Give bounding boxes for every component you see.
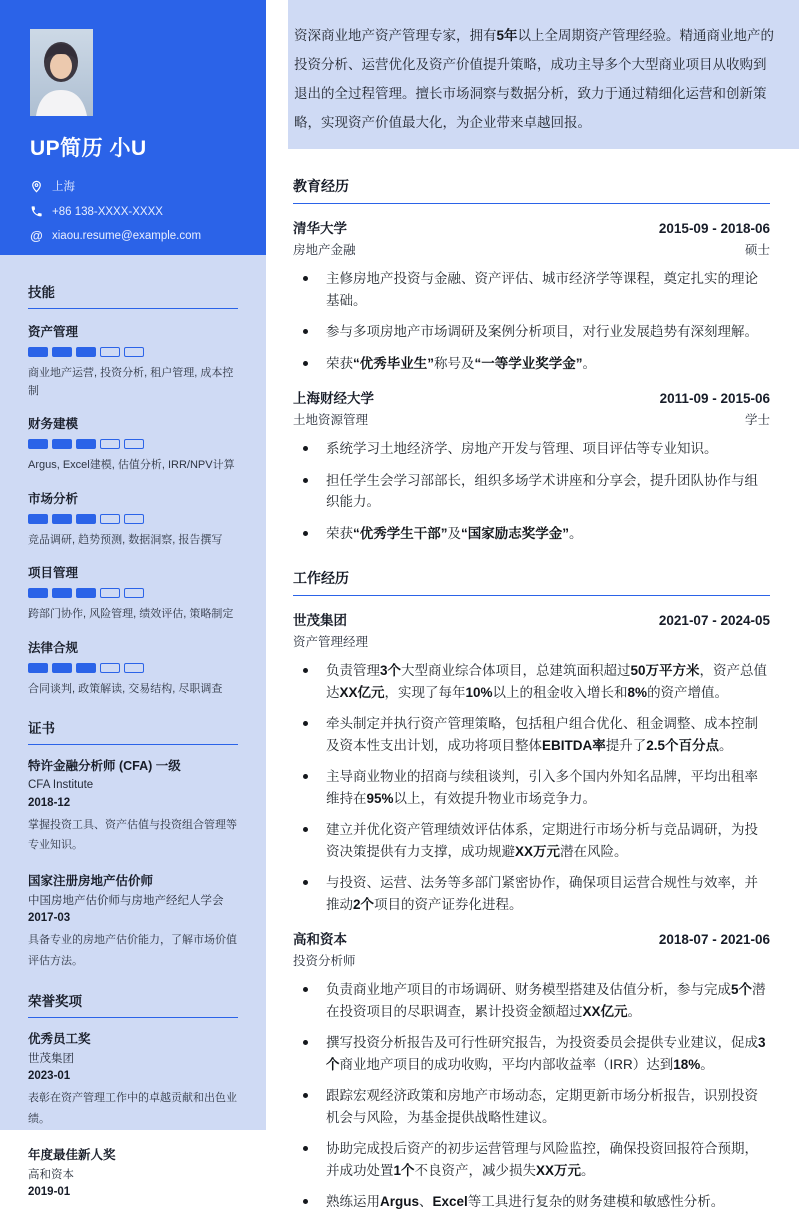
skill-level-bar [28, 439, 238, 449]
credential-title: 优秀员工奖 [28, 1032, 91, 1047]
sidebar-body [0, 255, 266, 1198]
text-segment: 95% [366, 790, 394, 806]
text-segment: 建立并优化资产管理绩效评估体系，定期进行市场分析与竞品调研，为投资决策提供有力支撑，成功规避 [326, 822, 758, 859]
main-content [293, 149, 770, 1213]
text-segment: 50万平方米 [630, 663, 700, 678]
skill-level-block [100, 588, 120, 598]
text-segment: XX万元 [536, 1162, 582, 1178]
text-segment: 5个 [731, 982, 753, 997]
skill-level-block [76, 663, 96, 673]
text-segment: 以上，有效提升物业市场竞争力。 [393, 790, 597, 806]
entry-sub-row [293, 948, 770, 969]
credential-description: 掌握投资工具、资产估值与投资组合管理等专业知识。 [28, 818, 237, 852]
skill-level-block [76, 439, 96, 449]
entry-period: 2011-09 - 2015-06 [659, 391, 770, 406]
text-segment: 。 [569, 525, 583, 541]
text-segment: “优秀毕业生” [353, 355, 434, 371]
contact-list [30, 178, 238, 242]
text-segment: 担任学生会学习部部长，组织多场学术讲座和分享会，提升团队协作与组织能力。 [326, 472, 758, 509]
skill-level-block [124, 514, 144, 524]
skill-description: 竞品调研, 趋势预测, 数据洞察, 报告撰写 [28, 533, 223, 546]
timeline-entry [293, 609, 770, 915]
work-entries [293, 609, 770, 1213]
text-segment: 3个 [326, 1035, 766, 1072]
text-segment: 参与多项房地产市场调研及案例分析项目，对行业发展趋势有深刻理解。 [326, 324, 758, 339]
bullet-list [293, 660, 770, 915]
credential-date: 2017-03 [28, 912, 71, 925]
entry-sub-row [293, 629, 770, 650]
text-segment: XX亿元 [582, 1003, 628, 1019]
timeline-entry [293, 217, 770, 374]
skill-description: 合同谈判, 政策解读, 交易结构, 尽职调查 [28, 682, 223, 695]
skill-item [28, 489, 238, 550]
entry-org-name: 高和资本 [293, 932, 347, 947]
text-segment: XX万元 [515, 843, 561, 859]
entry-period: 2015-09 - 2018-06 [658, 221, 770, 236]
bullet-item [293, 353, 770, 375]
skill-item [28, 638, 238, 699]
text-segment: 大型商业综合体项目，总建筑面积超过 [401, 663, 631, 678]
bullet-item [293, 321, 770, 343]
skill-level-block [76, 347, 96, 357]
text-segment: 10% [465, 684, 493, 700]
bullet-list [293, 979, 770, 1213]
education-entries [293, 217, 770, 544]
text-segment: “一等学业奖学金” [474, 355, 583, 371]
location-pin-icon [30, 180, 43, 193]
bullet-list [293, 438, 770, 544]
text-segment: 跟踪宏观经济政策和房地产市场动态，定期更新市场分析报告，识别投资机会与风险，为基金提供战略性建议。 [326, 1088, 758, 1125]
text-segment: ，实现了每年 [384, 684, 466, 700]
skill-level-block [52, 663, 72, 673]
entry-role: 投资分析师 [293, 954, 356, 968]
skill-level-block [100, 347, 120, 357]
text-segment: 负责商业地产项目的市场调研、财务模型搭建及估值分析，参与完成 [326, 982, 731, 997]
contact-row-email [30, 229, 238, 242]
summary-box [288, 0, 799, 149]
text-segment: 负责管理 [326, 663, 380, 678]
bullet-item [293, 268, 770, 311]
text-segment: ，资产总值达 [326, 663, 768, 700]
text-segment: EBITDA率 [542, 737, 606, 753]
text-segment: 与投资、运营、法务等多部门紧密协作，确保项目运营合规性与效率，并推动 [326, 875, 758, 912]
education-section [293, 176, 770, 544]
bullet-item [293, 1191, 770, 1213]
credential-item [28, 758, 238, 857]
text-segment: 的资产增值。 [647, 684, 729, 700]
text-segment: 商业地产项目的成功收购，平均内部收益率（IRR）达到 [339, 1056, 674, 1072]
contact-row-phone [30, 205, 238, 218]
entry-degree: 硕士 [744, 243, 770, 257]
credential-date: 2023-01 [28, 1070, 71, 1083]
text-segment: 以上全周期资产管理经验。精通商业地产的投资分析、运营优化及资产价值提升策略，成功主导多个大型商业项目从收购到退出的全过程管理。擅长市场洞察与数据分析，致力于通过精细化运营和创新策略，实现资产价值最大化，为企业带来卓越回报。 [294, 28, 775, 130]
skill-level-bar [28, 514, 238, 524]
skill-level-block [124, 588, 144, 598]
text-segment: 称号及 [434, 355, 475, 371]
skill-name: 市场分析 [28, 491, 79, 506]
skill-level-bar [28, 588, 238, 598]
skill-name: 项目管理 [28, 566, 79, 581]
entry-period: 2021-07 - 2024-05 [658, 613, 770, 628]
entry-role: 土地资源管理 [293, 413, 369, 427]
text-segment: 荣获 [326, 355, 353, 371]
contact-phone-text: +86 138-XXXX-XXXX [52, 205, 163, 218]
main-column [266, 0, 799, 1209]
skills-section-title: 技能 [28, 281, 238, 309]
skill-level-block [28, 347, 48, 357]
avatar [30, 29, 93, 116]
bullet-item [293, 523, 770, 545]
credential-title: 特许金融分析师 (CFA) 一级 [28, 758, 181, 773]
skill-level-block [28, 514, 48, 524]
bullet-list [293, 268, 770, 374]
avatar-photo-placeholder [30, 29, 93, 116]
work-section [293, 568, 770, 1213]
skill-item [28, 322, 238, 400]
entry-period: 2018-07 - 2021-06 [658, 932, 770, 947]
bullet-item [293, 1032, 770, 1075]
bullet-item [293, 979, 770, 1022]
text-segment: 资深商业地产资产管理专家，拥有 [294, 28, 497, 43]
text-segment: 系统学习土地经济学、房地产开发与管理、项目评估等专业知识。 [326, 441, 718, 456]
entry-header-row [293, 928, 770, 948]
skill-level-block [100, 663, 120, 673]
sidebar [0, 0, 266, 1198]
entry-org-name: 上海财经大学 [293, 391, 374, 406]
text-segment: 牵头制定并执行资产管理策略，包括租户组合优化、租金调整、成本控制及资本性支出计划，成功将项目整体 [326, 716, 758, 753]
text-segment: 。 [581, 1162, 595, 1178]
skill-level-block [28, 663, 48, 673]
text-segment: 3个 [380, 663, 402, 678]
text-segment: “国家励志奖学金” [461, 525, 569, 541]
skill-level-block [52, 347, 72, 357]
text-segment: “优秀学生干部” [353, 525, 448, 541]
text-segment: 5年 [496, 28, 518, 43]
text-segment: 熟练运用 [326, 1194, 380, 1209]
entry-role: 房地产金融 [293, 243, 356, 257]
certificates-section [28, 717, 238, 973]
timeline-entry [293, 928, 770, 1213]
bullet-item [293, 1138, 770, 1181]
at-icon: @ [30, 228, 43, 243]
skill-description: Argus, Excel建模, 估值分析, IRR/NPV计算 [28, 459, 235, 472]
contact-location-text: 上海 [52, 181, 75, 193]
sidebar-header [0, 0, 266, 255]
skill-level-bar [28, 663, 238, 673]
skill-level-block [52, 588, 72, 598]
entry-header-row [293, 217, 770, 237]
skill-level-block [100, 514, 120, 524]
bullet-item [293, 470, 770, 513]
entry-org-name: 世茂集团 [293, 613, 347, 628]
text-segment: XX亿元 [339, 684, 385, 700]
skill-level-block [124, 439, 144, 449]
skill-level-block [28, 439, 48, 449]
entry-sub-row [293, 407, 770, 428]
text-segment: 及 [447, 525, 461, 541]
text-segment: 主修房地产投资与金融、资产评估、城市经济学等课程，奠定扎实的理论基础。 [326, 271, 758, 308]
skill-item [28, 414, 238, 475]
skill-level-block [100, 439, 120, 449]
bullet-item [293, 1085, 770, 1128]
honors-list [28, 1031, 238, 1198]
text-segment: 。 [582, 355, 596, 371]
skill-level-bar [28, 347, 238, 357]
bullet-item [293, 713, 770, 756]
bullet-item [293, 660, 770, 703]
skill-level-block [76, 514, 96, 524]
credential-issuer: 高和资本 [28, 1168, 74, 1181]
text-segment: 2.5个百分点 [646, 737, 720, 753]
entry-org-name: 清华大学 [293, 221, 347, 236]
text-segment: 2个 [353, 896, 375, 912]
text-segment: Excel [432, 1194, 468, 1209]
text-segment: 1个 [393, 1162, 415, 1178]
text-segment: 潜在风险。 [560, 843, 628, 859]
credential-issuer: 世茂集团 [28, 1052, 74, 1065]
entry-header-row [293, 387, 770, 407]
credential-description: 具备专业的房地产估价能力，了解市场价值评估方法。 [28, 934, 237, 968]
entry-degree: 学士 [744, 413, 770, 427]
bullet-item [293, 872, 770, 915]
skill-level-block [28, 588, 48, 598]
certificates-list [28, 758, 238, 973]
text-segment: 、 [419, 1194, 433, 1209]
skill-name: 法律合规 [28, 640, 79, 655]
skill-level-block [124, 663, 144, 673]
credential-description: 表彰在资产管理工作中的卓越贡献和出色业绩。 [28, 1092, 237, 1125]
work-section-title: 工作经历 [293, 568, 770, 596]
credential-issuer: 中国房地产估价师与房地产经纪人学会 [28, 895, 224, 908]
text-segment: 8% [627, 684, 648, 700]
person-name: UP简历 小U [30, 137, 147, 160]
text-segment: 18% [673, 1056, 701, 1072]
honors-section-title: 荣誉奖项 [28, 990, 238, 1018]
contact-row-location [30, 178, 238, 194]
skill-item [28, 563, 238, 624]
text-segment: 主导商业物业的招商与续租谈判，引入多个国内外知名品牌，平均出租率维持在 [326, 769, 758, 806]
credential-item [28, 1147, 238, 1198]
skill-description: 商业地产运营, 投资分析, 租户管理, 成本控制 [28, 367, 234, 397]
entry-sub-row [293, 237, 770, 258]
text-segment: 协助完成投后资产的初步运营管理与风险监控，确保投资回报符合预期，并成功处置 [326, 1141, 758, 1178]
bullet-item [293, 819, 770, 862]
text-segment: 潜在投资项目的尽职调查，累计投资金额超过 [326, 982, 766, 1019]
education-section-title: 教育经历 [293, 176, 770, 204]
skill-level-block [76, 588, 96, 598]
skill-level-block [52, 439, 72, 449]
entry-role: 资产管理经理 [293, 635, 369, 649]
text-segment: 提升了 [605, 737, 647, 753]
entry-header-row [293, 609, 770, 629]
summary-paragraph [294, 21, 775, 137]
skills-section [28, 281, 238, 699]
skill-name: 财务建模 [28, 417, 79, 432]
skill-description: 跨部门协作, 风险管理, 绩效评估, 策略制定 [28, 608, 234, 621]
text-segment: Argus [380, 1194, 420, 1209]
text-segment: 荣获 [326, 525, 353, 541]
credential-item [28, 873, 238, 972]
text-segment: 。 [700, 1056, 714, 1072]
skills-list [28, 322, 238, 699]
credential-date: 2018-12 [28, 796, 71, 809]
phone-icon [30, 205, 43, 218]
timeline-entry [293, 387, 770, 544]
text-segment: 。 [719, 737, 733, 753]
credential-title: 国家注册房地产估价师 [28, 874, 154, 889]
credential-title: 年度最佳新人奖 [28, 1147, 116, 1162]
bullet-item [293, 766, 770, 809]
text-segment: 等工具进行复杂的财务建模和敏感性分析。 [467, 1194, 725, 1209]
bullet-item [293, 438, 770, 460]
credential-item [28, 1031, 238, 1130]
text-segment: 不良资产，减少损失 [414, 1162, 537, 1178]
credential-issuer: CFA Institute [28, 779, 94, 792]
text-segment: 。 [627, 1003, 642, 1019]
skill-level-block [124, 347, 144, 357]
text-segment: 以上的租金收入增长和 [492, 684, 628, 700]
credential-date: 2019-01 [28, 1185, 71, 1198]
certificates-section-title: 证书 [28, 717, 238, 745]
honors-section [28, 990, 238, 1198]
text-segment: 项目的资产证券化进程。 [374, 896, 523, 912]
text-segment: 撰写投资分析报告及可行性研究报告，为投资委员会提供专业建议，促成 [326, 1035, 758, 1050]
contact-email-text: xiaou.resume@example.com [52, 229, 202, 242]
skill-name: 资产管理 [28, 325, 79, 339]
skill-level-block [52, 514, 72, 524]
